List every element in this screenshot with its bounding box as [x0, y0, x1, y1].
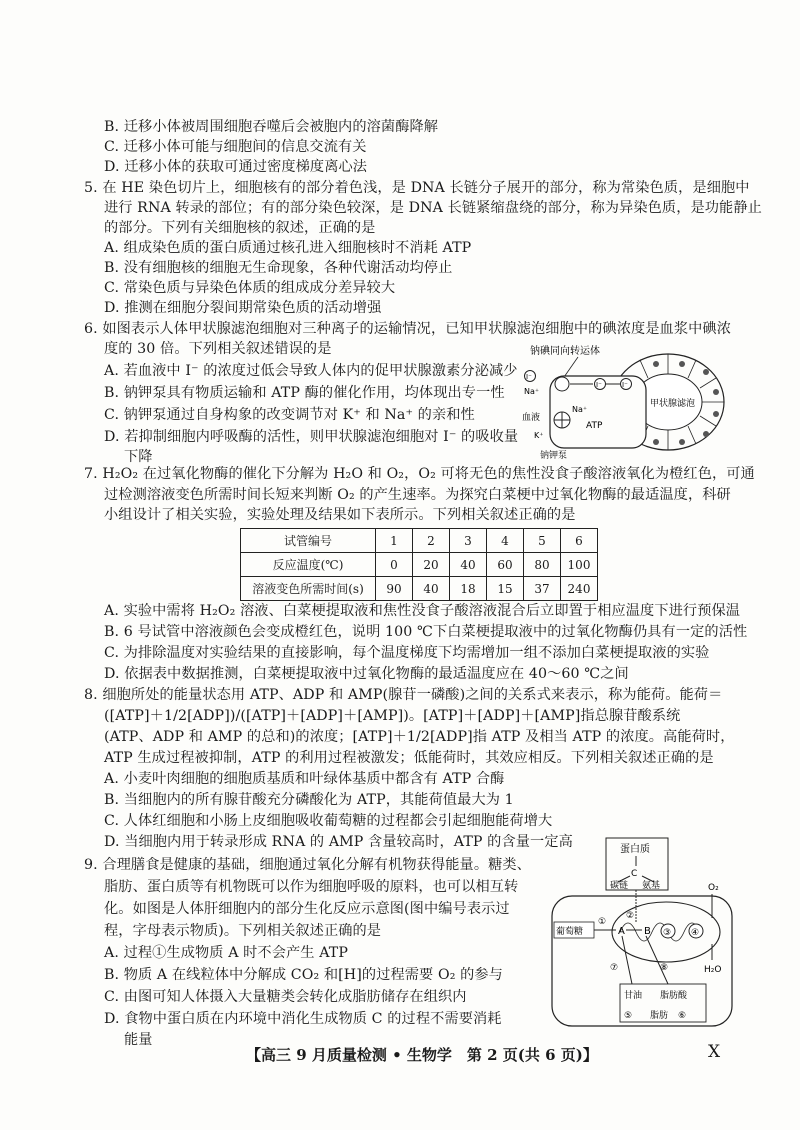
paper-version-mark: X — [708, 1042, 721, 1062]
process-4: ④ — [691, 928, 700, 938]
q5-option-d: D. 推测在细胞分裂间期常染色质的活动增强 — [104, 300, 382, 316]
q8-stem-line1: 8. 细胞所处的能量状态用 ATP、ADP 和 AMP(腺苷一磷酸)之间的关系式来表示，称为能荷。能荷＝ — [84, 687, 723, 703]
table-cell: 40 — [450, 553, 487, 577]
iodide-outside: I⁻ — [526, 373, 532, 381]
table-cell: 6 — [561, 529, 598, 553]
q7-option-c: C. 为排除温度对实验结果的直接影响，每个温度梯度下均需增加一组不添加白菜梗提取液的实验 — [104, 645, 710, 661]
row-label-temperature: 反应温度(℃) — [241, 553, 376, 577]
table-cell: 100 — [561, 553, 598, 577]
q7-option-b: B. 6 号试管中溶液颜色会变成橙红色，说明 100 ℃下白菜梗提取液中的过氧化物酶仍具有一定的活性 — [104, 624, 748, 640]
q8-option-d: D. 当细胞内用于转录形成 RNA 的 AMP 含量较高时，ATP 的含量一定高 — [104, 834, 573, 850]
q8-stem-line2: ([ATP]＋1/2[ADP])/([ATP]＋[ADP]＋[AMP])。[ATP]＋[ADP]＋[AMP]指总腺苷酸系统 — [104, 708, 681, 724]
table-cell: 80 — [524, 553, 561, 577]
table-cell: 4 — [487, 529, 524, 553]
q6-stem-line1: 6. 如图表示人体甲状腺滤泡细胞对三种离子的运输情况，已知甲状腺滤泡细胞中的碘浓度是血浆中碘浓 — [84, 321, 731, 337]
q9-option-d-line2: 能量 — [124, 1032, 153, 1048]
q8-option-b: B. 当细胞内的所有腺苷酸充分磷酸化为 ATP，其能荷值最大为 1 — [104, 792, 514, 808]
process-6: ⑥ — [678, 1011, 687, 1021]
substance-b-label: B — [644, 926, 651, 937]
q9-stem-line2: 脂肪、蛋白质等有机物既可以作为细胞呼吸的原料，也可以相互转 — [104, 879, 519, 895]
q8-option-c: C. 人体红细胞和小肠上皮细胞吸收葡萄糖的过程都会引起细胞能荷增大 — [104, 813, 553, 829]
q6-option-d-line1: D. 若抑制细胞内呼吸酶的活性，则甲状腺滤泡细胞对 I⁻ 的吸收量 — [104, 429, 519, 445]
iodide-in-cell: I⁻ — [596, 381, 602, 389]
h2o-label: H₂O — [704, 965, 722, 975]
table-cell: 40 — [413, 577, 450, 601]
table-cell: 37 — [524, 577, 561, 601]
q6-option-d-line2: 下降 — [124, 449, 153, 465]
q4-option-c: C. 迁移小体可能与细胞间的信息交流有关 — [104, 139, 367, 155]
na-outside: Na⁺ — [524, 387, 540, 396]
q5-option-b: B. 没有细胞核的细胞无生命现象，各种代谢活动均停止 — [104, 260, 453, 276]
na-ion-label: Na⁺ — [572, 405, 588, 414]
glucose-label: 葡萄糖 — [556, 927, 584, 937]
table-cell: 15 — [487, 577, 524, 601]
liver-cell — [552, 896, 732, 1026]
thyroid-label: 甲状腺滤泡 — [650, 399, 696, 409]
thyroid-transport-diagram — [520, 340, 730, 460]
q7-option-a: A. 实验中需将 H₂O₂ 溶液、白菜梗提取液和焦性没食子酸溶液混合后立即置于相应温度下进行预保温 — [104, 603, 741, 619]
table-cell: 1 — [376, 529, 413, 553]
table-row — [241, 553, 598, 577]
page-footer: 【高三 9 月质量检测 • 生物学 第 2 页(共 6 页)】 — [246, 1046, 598, 1064]
fat-label: 脂肪 — [650, 1011, 669, 1021]
q7-stem-line1: 7. H₂O₂ 在过氧化物酶的催化下分解为 H₂O 和 O₂，O₂ 可将无色的焦性没食子酸溶液氧化为橙红色，可通 — [84, 466, 755, 482]
q6-option-c: C. 钠钾泵通过自身构象的改变调节对 K⁺ 和 Na⁺ 的亲和性 — [104, 407, 475, 423]
symporter-protein — [555, 377, 569, 391]
process-8: ⑧ — [660, 963, 669, 973]
table-cell: 18 — [450, 577, 487, 601]
q5-stem-line2: 进行 RNA 转录的部位；有的部分染色较深，是 DNA 长链紧缩盘绕的部分，称为异染色质，是功能静止 — [104, 200, 762, 216]
blood-label: 血液 — [522, 413, 541, 423]
process-3: ③ — [663, 928, 672, 938]
enzyme-temperature-table — [240, 528, 598, 601]
table-cell: 60 — [487, 553, 524, 577]
table-row — [241, 577, 598, 601]
q8-option-a: A. 小麦叶肉细胞的细胞质基质和叶绿体基质中都含有 ATP 合酶 — [104, 771, 505, 787]
q9-option-d-line1: D. 食物中蛋白质在内环境中消化生成物质 C 的过程不需要消耗 — [104, 1011, 502, 1027]
row-label-time: 溶液变色所需时间(s) — [241, 577, 376, 601]
process-5: ⑤ — [624, 1011, 633, 1021]
amino-label: 氨基 — [642, 881, 661, 891]
atp-label: ATP — [586, 421, 603, 431]
q6-stem-line2: 度的 30 倍。下列相关叙述错误的是 — [104, 341, 332, 357]
q6-option-b: B. 钠钾泵具有物质运输和 ATP 酶的催化作用，均体现出专一性 — [104, 385, 505, 401]
q8-stem-line4: ATP 生成过程被抑制，ATP 的利用过程被激发；低能荷时，其效应相反。下列相关叙述正确的是 — [104, 750, 714, 766]
symporter-label: 钠碘同向转运体 — [530, 346, 600, 357]
liver-metabolism-diagram — [548, 834, 738, 1030]
table-cell: 240 — [561, 577, 598, 601]
q9-option-b: B. 物质 A 在线粒体中分解成 CO₂ 和[H]的过程需要 O₂ 的参与 — [104, 967, 503, 983]
table-cell: 0 — [376, 553, 413, 577]
q5-stem-line3: 的部分。下列有关细胞核的叙述，正确的是 — [104, 220, 376, 236]
q8-stem-line3: (ATP、ADP 和 AMP 的总和)的浓度；[ATP]＋1/2[ADP]指 ATP 及相当 ATP 的浓度。高能荷时， — [104, 729, 735, 745]
fatty-acid-label: 脂肪酸 — [660, 991, 688, 1001]
q9-stem-line3: 化。如图是人体肝细胞内的部分生化反应示意图(图中编号表示过 — [104, 901, 510, 917]
table-cell: 5 — [524, 529, 561, 553]
carbon-chain-label: 碳链 — [610, 881, 629, 891]
q5-option-a: A. 组成染色质的蛋白质通过核孔进入细胞核时不消耗 ATP — [104, 240, 472, 256]
table-cell: 2 — [413, 529, 450, 553]
process-7: ⑦ — [610, 963, 619, 973]
q4-option-d: D. 迁移小体的获取可通过密度梯度离心法 — [104, 159, 368, 175]
k-ion-label: K⁺ — [534, 431, 544, 440]
row-label-tube: 试管编号 — [241, 529, 376, 553]
table-cell: 90 — [376, 577, 413, 601]
q9-stem-line4: 程，字母表示物质)。下列相关叙述正确的是 — [104, 923, 382, 939]
q5-option-c: C. 常染色质与异染色体质的组成成分差异较大 — [104, 280, 396, 296]
q9-option-a: A. 过程①生成物质 A 时不会产生 ATP — [104, 945, 348, 961]
substance-a-label: A — [618, 926, 625, 937]
protein-label: 蛋白质 — [620, 844, 650, 855]
q7-stem-line2: 过检测溶液变色所需时间长短来判断 O₂ 的产生速率。为探究白菜梗中过氧化物酶的最适温度，科研 — [104, 487, 731, 503]
q7-option-d: D. 依据表中数据推测，白菜梗提取液中过氧化物酶的最适温度应在 40～60 ℃之间 — [104, 666, 629, 682]
glycerol-label: 甘油 — [624, 991, 643, 1001]
q5-stem-line1: 5. 在 HE 染色切片上，细胞核有的部分着色浅，是 DNA 长链分子展开的部分，称为常染色质，是细胞中 — [84, 180, 750, 196]
substance-c-label: C — [631, 869, 638, 879]
iodide-lumen: I⁻ — [622, 381, 628, 389]
process-1: ① — [598, 917, 607, 927]
pump-label: 钠钾泵 — [540, 451, 568, 460]
table-cell: 3 — [450, 529, 487, 553]
q9-stem-line1: 9. 合理膳食是健康的基础，细胞通过氧化分解有机物获得能量。糖类、 — [84, 857, 531, 873]
q9-option-c: C. 由图可知人体摄入大量糖类会转化成脂肪储存在组织内 — [104, 989, 467, 1005]
process-2: ② — [626, 911, 635, 921]
table-cell: 20 — [413, 553, 450, 577]
table-row — [241, 529, 598, 553]
q4-option-b: B. 迁移小体被周围细胞吞噬后会被胞内的溶菌酶降解 — [104, 119, 439, 135]
o2-label: O₂ — [708, 883, 719, 893]
q6-option-a: A. 若血液中 I⁻ 的浓度过低会导致人体内的促甲状腺激素分泌减少 — [104, 363, 518, 379]
q7-stem-line3: 小组设计了相关实验，实验处理及结果如下表所示。下列相关叙述正确的是 — [104, 507, 576, 523]
